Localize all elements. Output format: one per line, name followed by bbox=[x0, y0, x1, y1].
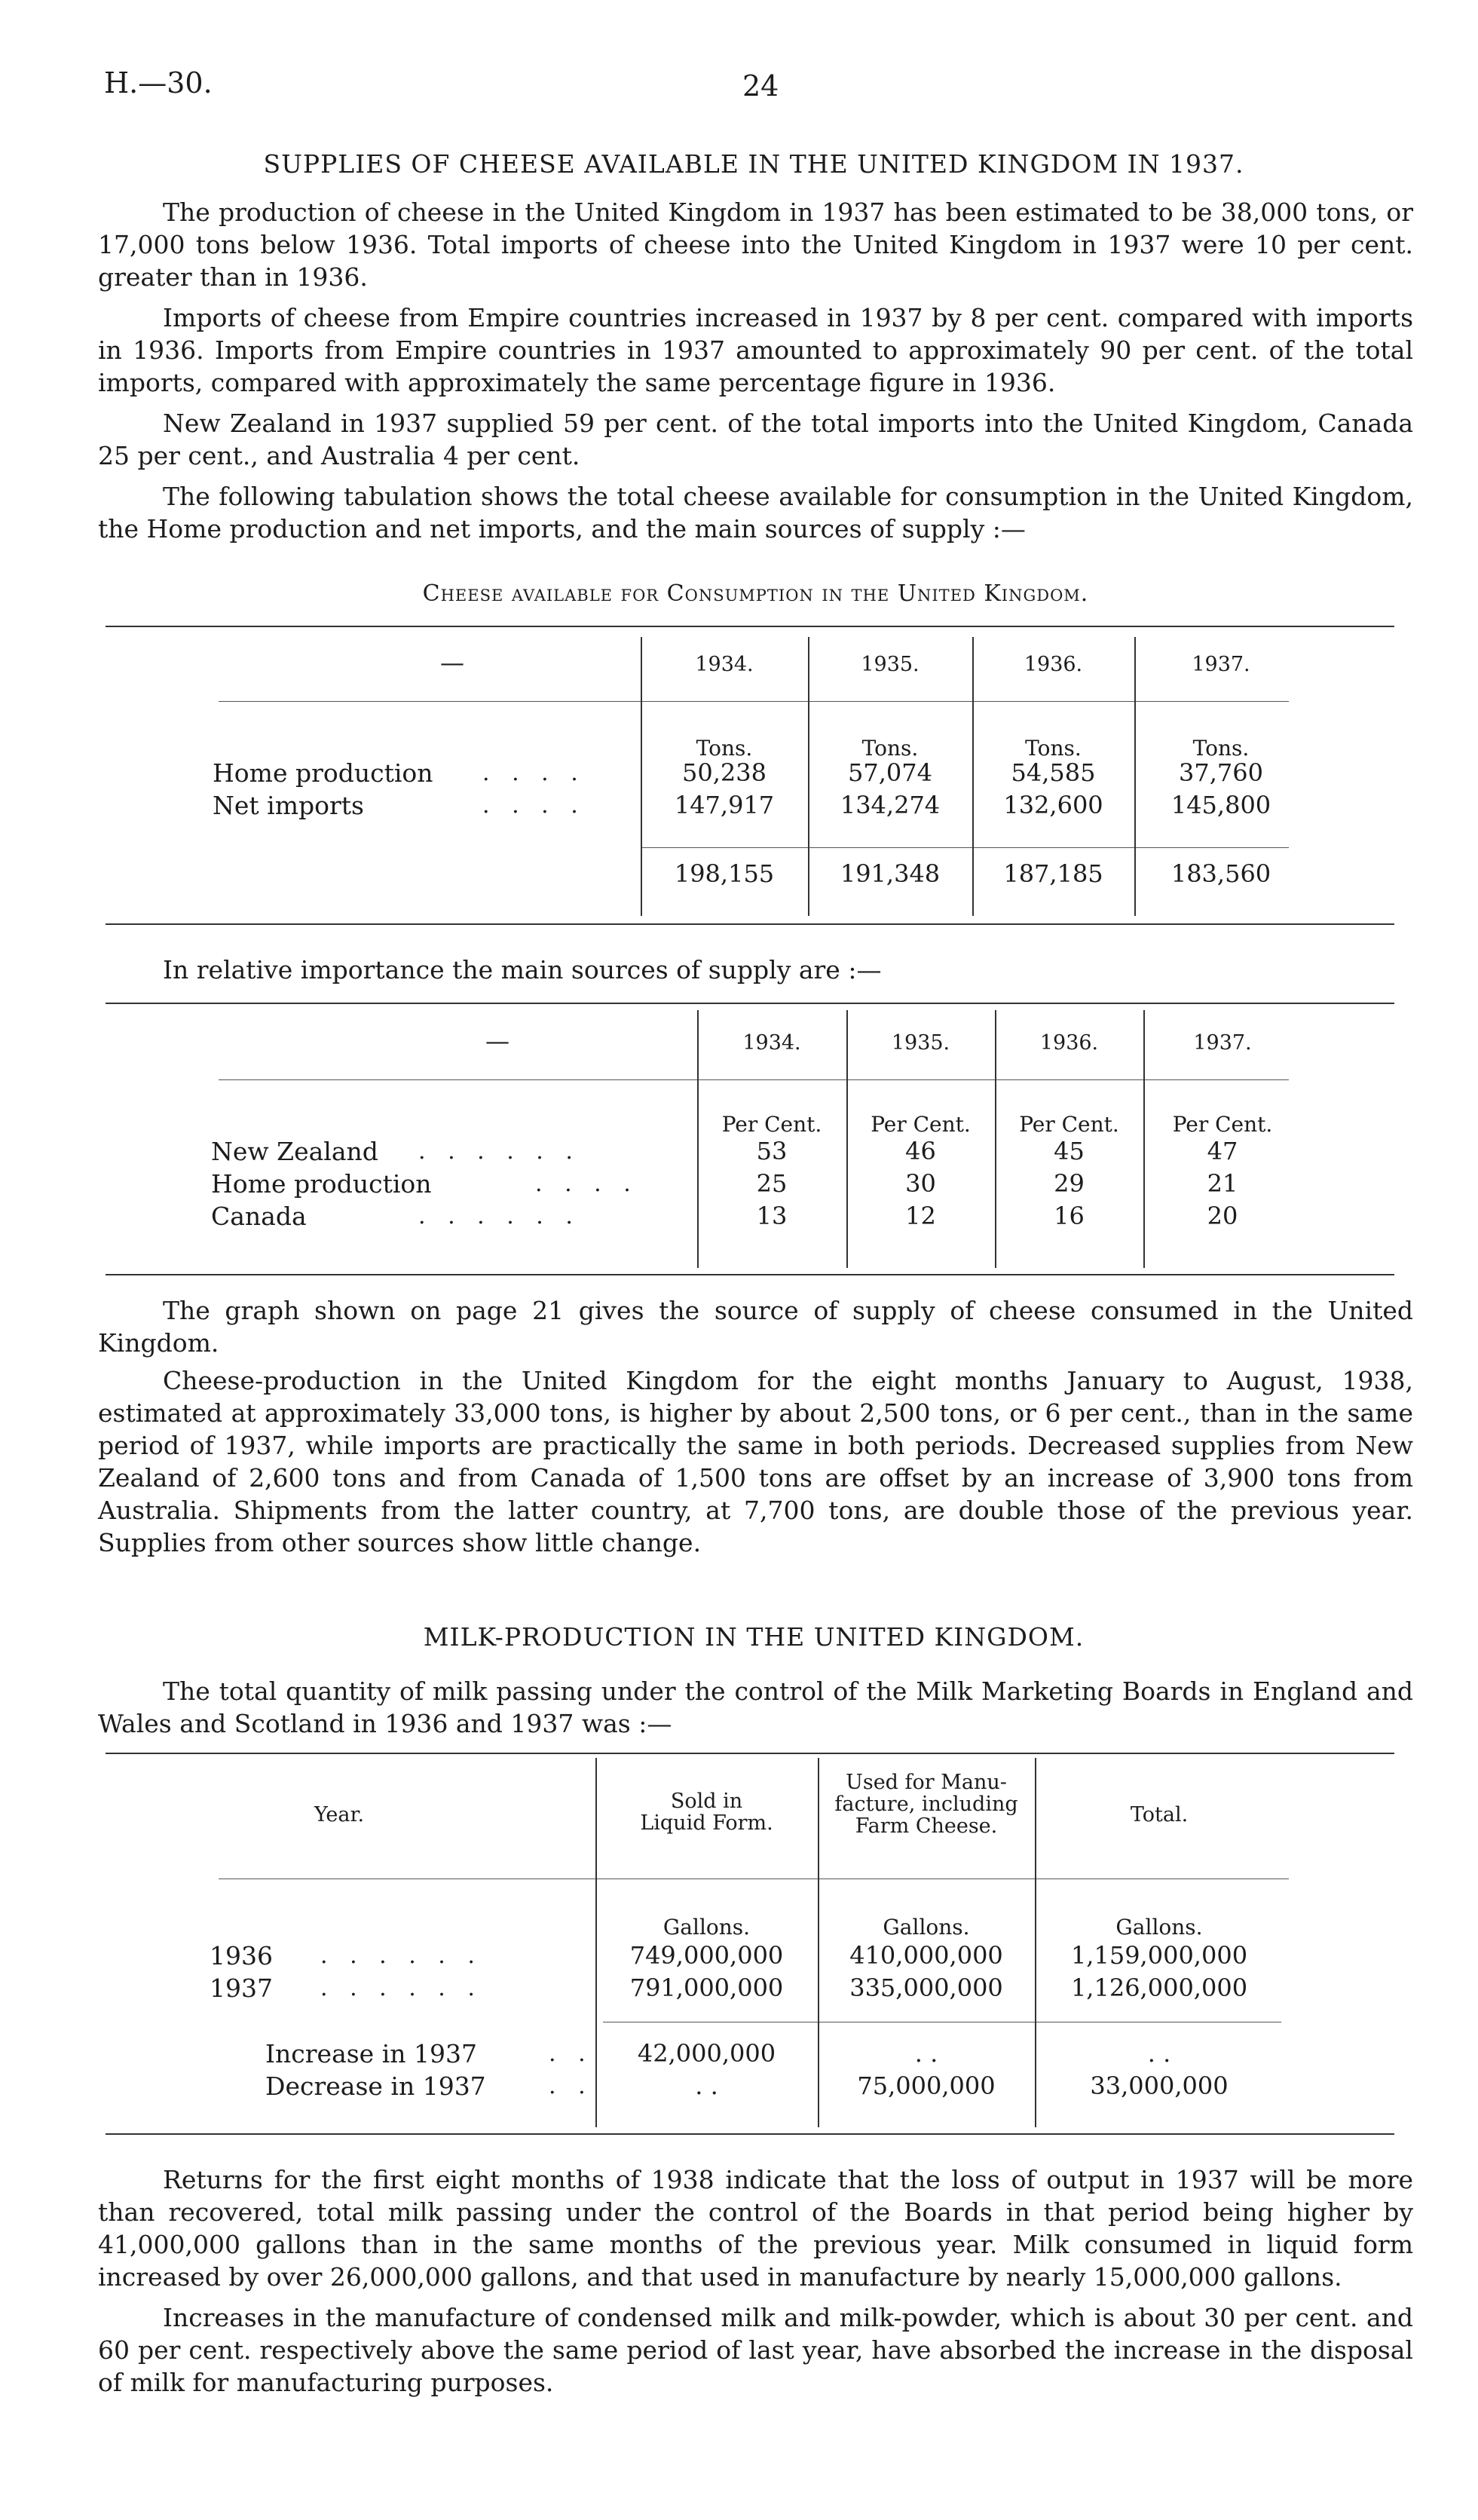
table-cell: 1,126,000,000 bbox=[1070, 1973, 1248, 2002]
table-cell: 1,159,000,000 bbox=[1070, 1941, 1248, 1970]
table-cell: 53 bbox=[756, 1137, 788, 1165]
table-cell: 749,000,000 bbox=[629, 1941, 784, 1970]
year-header: 1934. bbox=[742, 1031, 801, 1055]
table-cell: 147,917 bbox=[674, 791, 775, 819]
unit-label: Gallons. bbox=[662, 1915, 751, 1940]
column-header-total: Total. bbox=[1130, 1803, 1189, 1826]
milk-paragraph-2: Returns for the first eight months of 1938 indicate that the loss of output in 1937 will be more than recovered, total milk passing under the control of the Boards in that period being higher by 41,000,000 gallons than in the same months of the previous year. Milk consumed in liquid form increased by over 26,000,000 gallons, and that used in manufacture by nearly 15,000,000 gallons. bbox=[98, 2165, 1413, 2292]
table-top-rule bbox=[106, 626, 1394, 627]
leader-dots: . . . . . . bbox=[418, 1203, 580, 1229]
table-cell: 47 bbox=[1207, 1137, 1238, 1165]
table-bottom-rule bbox=[106, 1274, 1394, 1275]
unit-label: Tons. bbox=[861, 736, 919, 761]
table-cell: 16 bbox=[1054, 1202, 1085, 1230]
cheese-paragraph-6: The graph shown on page 21 gives the source of supply of cheese consumed in the United Kingdom. bbox=[98, 1296, 1413, 1358]
table-cell: 30 bbox=[905, 1169, 936, 1198]
cheese-paragraph-5: In relative importance the main sources of supply are :— bbox=[163, 955, 882, 984]
milk-section-title: MILK-PRODUCTION IN THE UNITED KINGDOM. bbox=[423, 1622, 1085, 1652]
table-cell: 410,000,000 bbox=[849, 1941, 1003, 1970]
unit-label: Per Cent. bbox=[871, 1112, 971, 1137]
header-line: facture, including bbox=[834, 1793, 1018, 1816]
table-caption: Cheese available for Consumption in the United Kingdom. bbox=[422, 580, 1089, 607]
row-label: New Zealand bbox=[211, 1137, 378, 1166]
total-cell: 198,155 bbox=[674, 859, 775, 888]
change-label: Decrease in 1937 bbox=[265, 2071, 486, 2101]
column-header-sold bbox=[595, 1790, 818, 1834]
leader-dots: . . . . bbox=[482, 792, 586, 819]
table-cell: . . bbox=[1147, 2039, 1171, 2068]
cheese-section-title: SUPPLIES OF CHEESE AVAILABLE IN THE UNITED KINGDOM IN 1937. bbox=[263, 149, 1244, 179]
row-label: Canada bbox=[211, 1202, 307, 1231]
table-cell: 134,274 bbox=[840, 791, 941, 819]
unit-label: Tons. bbox=[1192, 736, 1250, 761]
unit-label: Per Cent. bbox=[1172, 1112, 1273, 1137]
table-cell: 37,760 bbox=[1179, 758, 1263, 787]
table-bottom-rule bbox=[106, 2133, 1394, 2135]
cheese-paragraph-4: The following tabulation shows the total cheese available for consumption in the United Kingdom, the Home production and net imports, and the main sources of supply :— bbox=[98, 482, 1413, 543]
table-header-rule bbox=[219, 1079, 1289, 1080]
cheese-paragraph-1: The production of cheese in the United Kingdom in 1937 has been estimated to be 38,000 tons, or 17,000 tons below 1936. Total imports of cheese into the United Kingdom in 1937 were 10 per cent. greater than in 1936. bbox=[98, 197, 1413, 292]
table-cell: 20 bbox=[1207, 1202, 1238, 1230]
header-line: Used for Manu- bbox=[846, 1771, 1007, 1794]
table-cell: 132,600 bbox=[1003, 791, 1103, 819]
table-cell: 50,238 bbox=[682, 758, 767, 787]
table-cell: 21 bbox=[1207, 1169, 1238, 1198]
leader-dots: . . . . bbox=[535, 1171, 638, 1197]
total-cell: 183,560 bbox=[1170, 859, 1271, 888]
unit-label: Gallons. bbox=[1115, 1915, 1203, 1940]
table-cell: 57,074 bbox=[848, 758, 932, 787]
table-cell: 145,800 bbox=[1170, 791, 1271, 819]
leader-dots: . . . . . . bbox=[418, 1138, 580, 1165]
table-cell: 54,585 bbox=[1011, 758, 1096, 787]
unit-label: Gallons. bbox=[883, 1915, 970, 1940]
header-line: Farm Cheese. bbox=[855, 1814, 998, 1838]
year-header: 1935. bbox=[861, 653, 920, 676]
year-header: 1935. bbox=[891, 1031, 950, 1055]
year-header: 1936. bbox=[1024, 653, 1083, 676]
leader-dots: . . . . . . bbox=[320, 1975, 482, 2001]
table-total-rule bbox=[641, 847, 1289, 848]
table-bottom-rule bbox=[106, 923, 1394, 925]
year-header: 1937. bbox=[1192, 653, 1250, 676]
table-top-rule bbox=[106, 1003, 1394, 1004]
leader-dots: . . bbox=[549, 2073, 593, 2099]
table-cell: . . bbox=[695, 2071, 718, 2100]
row-label: Home production bbox=[213, 758, 433, 788]
table-cell: 46 bbox=[905, 1137, 936, 1165]
row-label: Home production bbox=[211, 1169, 432, 1199]
table-cell: 13 bbox=[756, 1202, 788, 1230]
table-cell: 45 bbox=[1054, 1137, 1085, 1165]
table-header-rule bbox=[219, 701, 1289, 702]
table-cell: . . bbox=[914, 2039, 938, 2068]
table-cell: 33,000,000 bbox=[1090, 2071, 1229, 2100]
leader-dots: . . . . . . bbox=[320, 1943, 482, 1969]
row-label: 1937 bbox=[210, 1973, 273, 2003]
milk-paragraph-3: Increases in the manufacture of condensed milk and milk-powder, which is about 30 per cent. and 60 per cent. respectively above the same period of last year, have absorbed the increase in the disposal of milk for manufacturing purposes. bbox=[98, 2303, 1413, 2397]
year-header: 1936. bbox=[1039, 1031, 1099, 1055]
stub-header: — bbox=[485, 1027, 509, 1055]
table-cell: 42,000,000 bbox=[637, 2039, 776, 2068]
unit-label: Tons. bbox=[696, 736, 753, 761]
row-label: 1936 bbox=[210, 1941, 273, 1970]
year-header: 1937. bbox=[1193, 1031, 1252, 1055]
leader-dots: . . . . bbox=[482, 760, 586, 786]
leader-dots: . . bbox=[549, 2041, 593, 2067]
table-cell: 75,000,000 bbox=[857, 2071, 996, 2100]
stub-header: — bbox=[440, 648, 464, 677]
unit-label: Per Cent. bbox=[721, 1112, 822, 1137]
table-top-rule bbox=[106, 1753, 1394, 1754]
column-header-used bbox=[818, 1771, 1035, 1837]
report-reference: H.—30. bbox=[104, 66, 213, 100]
row-label: Net imports bbox=[213, 791, 364, 820]
unit-label: Tons. bbox=[1025, 736, 1082, 761]
table-cell: 791,000,000 bbox=[629, 1973, 784, 2002]
table-cell: 25 bbox=[756, 1169, 788, 1198]
unit-label: Per Cent. bbox=[1019, 1112, 1119, 1137]
change-label: Increase in 1937 bbox=[265, 2039, 477, 2068]
cheese-paragraph-2: Imports of cheese from Empire countries increased in 1937 by 8 per cent. compared with imports in 1936. Imports from Empire countries in 1937 amounted to approximately 90 per cent. of the total imports, compared with approximately the same percentage figure in 1936. bbox=[98, 303, 1413, 397]
milk-paragraph-1: The total quantity of milk passing under the control of the Milk Marketing Boards in England and Wales and Scotland in 1936 and 1937 was :— bbox=[98, 1676, 1413, 1738]
column-header-year: Year. bbox=[314, 1803, 365, 1826]
cheese-paragraph-3: New Zealand in 1937 supplied 59 per cent. of the total imports into the United Kingdom, Canada 25 per cent., and Australia 4 per cent. bbox=[98, 409, 1413, 470]
table-cell: 29 bbox=[1054, 1169, 1085, 1198]
year-header: 1934. bbox=[695, 653, 754, 676]
table-cell: 335,000,000 bbox=[849, 1973, 1003, 2002]
total-cell: 187,185 bbox=[1003, 859, 1103, 888]
header-line: Sold in bbox=[670, 1790, 743, 1813]
header-line: Liquid Form. bbox=[640, 1811, 773, 1835]
cheese-paragraph-7: Cheese-production in the United Kingdom for the eight months January to August, 1938, estimated at approximately 33,000 tons, is higher by about 2,500 tons, or 6 per cent., than in the same period of 1937, while imports are practically the same in both periods. Decreased supplies from New Zealand of 2,600 tons and from Canada of 1,500 tons are offset by an increase of 3,900 tons from Australia. Shipments from the latter country, at 7,700 tons, are double those of the previous year. Supplies from other sources show little change. bbox=[98, 1366, 1413, 1557]
page-number: 24 bbox=[742, 69, 779, 103]
total-cell: 191,348 bbox=[840, 859, 941, 888]
table-cell: 12 bbox=[905, 1202, 936, 1230]
